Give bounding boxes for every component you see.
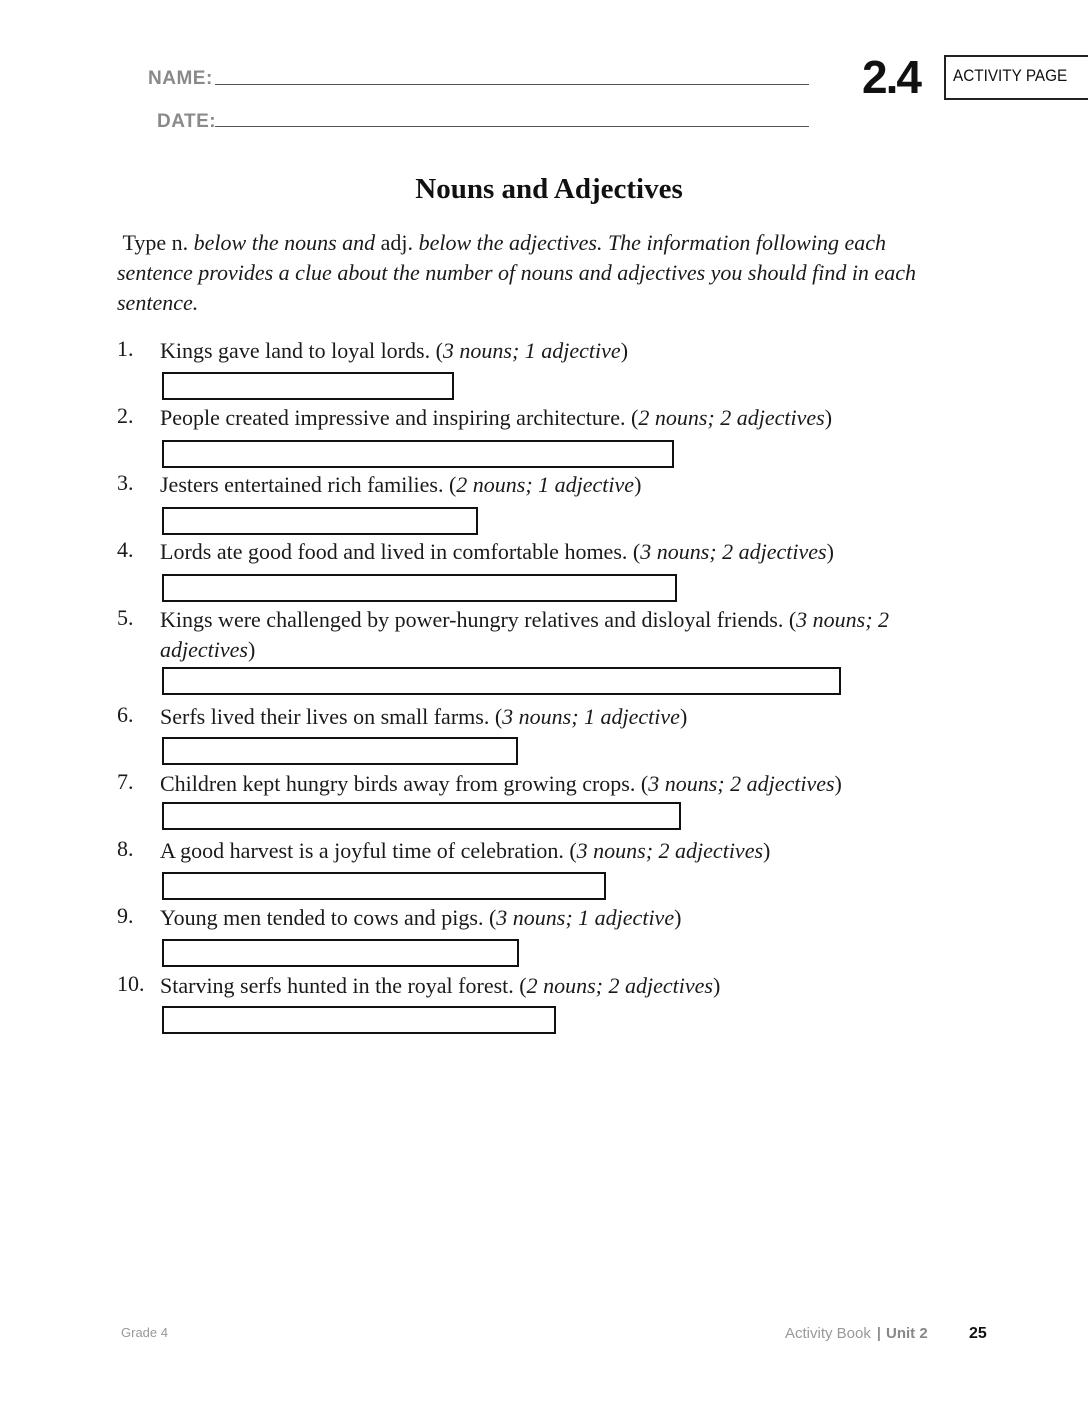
sentence-close: ) xyxy=(834,771,842,796)
answer-box[interactable] xyxy=(162,1006,556,1034)
sentence-clue: 2 nouns; 2 adjectives xyxy=(526,973,713,998)
name-label: NAME: xyxy=(148,68,213,89)
sentence-clue: 3 nouns; 2 adjectives xyxy=(576,838,764,863)
answer-box[interactable] xyxy=(162,372,454,400)
question-number: 2. xyxy=(117,403,134,428)
sentence-clue: 3 nouns; 2 adjectives xyxy=(160,607,890,662)
footer-separator: | xyxy=(877,1325,881,1342)
sentence-close: ) xyxy=(634,472,642,497)
question-number: 1. xyxy=(117,336,134,361)
page-number: 25 xyxy=(969,1325,987,1342)
question-sentence xyxy=(160,403,950,433)
sentence-close: ) xyxy=(247,637,256,662)
sentence-text: Serfs lived their lives on small farms. ( xyxy=(160,704,503,729)
sentence-text: Young men tended to cows and pigs. ( xyxy=(160,905,497,930)
instructions-part-2: below the nouns and xyxy=(193,230,381,255)
sentence-text: Lords ate good food and lived in comfortable homes. ( xyxy=(160,539,641,564)
answer-box[interactable] xyxy=(162,802,681,830)
question-sentence xyxy=(160,971,950,1001)
activity-label: ACTIVITY PAGE xyxy=(953,66,1068,85)
question-number: 9. xyxy=(117,903,134,928)
name-line[interactable] xyxy=(215,84,809,85)
question-number: 10. xyxy=(117,971,145,996)
question-sentence xyxy=(160,702,950,732)
answer-box[interactable] xyxy=(162,667,841,695)
sentence-clue: 2 nouns; 1 adjective xyxy=(456,472,635,497)
answer-box[interactable] xyxy=(162,574,677,602)
question-number: 6. xyxy=(117,702,134,727)
sentence-clue: 3 nouns; 2 adjectives xyxy=(640,539,827,564)
question-sentence xyxy=(160,903,950,933)
sentence-close: ) xyxy=(824,405,833,430)
question-sentence xyxy=(160,769,950,799)
question-number: 8. xyxy=(117,836,134,861)
instructions-part-1: Type n. xyxy=(122,230,194,255)
sentence-clue: 3 nouns; 1 adjective xyxy=(496,905,675,930)
sentence-clue: 3 nouns; 1 adjective xyxy=(502,704,680,729)
activity-number: 2.4 xyxy=(862,51,920,103)
sentence-text: Kings were challenged by power-hungry relatives and disloyal friends. ( xyxy=(160,607,797,632)
date-line[interactable] xyxy=(215,126,809,127)
question-sentence xyxy=(160,336,950,366)
page-title: Nouns and Adjectives xyxy=(415,173,683,205)
sentence-text: Jesters entertained rich families. ( xyxy=(160,472,457,497)
sentence-text: A good harvest is a joyful time of celebration. ( xyxy=(160,838,577,863)
sentence-text: Children kept hungry birds away from growing crops. ( xyxy=(160,771,649,796)
answer-box[interactable] xyxy=(162,440,674,468)
sentence-text: People created impressive and inspiring architecture. ( xyxy=(160,405,639,430)
answer-box[interactable] xyxy=(162,939,519,967)
question-number: 4. xyxy=(117,537,134,562)
sentence-close: ) xyxy=(826,539,834,564)
sentence-close: ) xyxy=(679,704,688,729)
instructions-part-3: adj. xyxy=(380,230,419,255)
question-sentence xyxy=(160,537,950,567)
question-sentence xyxy=(160,470,950,500)
sentence-close: ) xyxy=(712,973,721,998)
date-label: DATE: xyxy=(157,111,217,132)
instructions xyxy=(117,228,967,318)
question-number: 3. xyxy=(117,470,134,495)
question-sentence xyxy=(160,605,950,665)
footer-grade: Grade 4 xyxy=(121,1325,168,1340)
sentence-clue: 3 nouns; 2 adjectives xyxy=(648,771,835,796)
question-number: 5. xyxy=(117,605,134,630)
answer-box[interactable] xyxy=(162,872,606,900)
sentence-close: ) xyxy=(763,838,771,863)
footer-unit: Unit 2 xyxy=(886,1325,928,1342)
sentence-text: Kings gave land to loyal lords. ( xyxy=(160,338,443,363)
answer-box[interactable] xyxy=(162,507,478,535)
sentence-clue: 3 nouns; 1 adjective xyxy=(442,338,621,363)
sentence-text: Starving serfs hunted in the royal forest. ( xyxy=(160,973,527,998)
instructions-part-4: below the adjectives. The information following each sentence provides a clue about the number of nouns and adjectives you should find in each sentence. xyxy=(117,230,916,315)
question-sentence xyxy=(160,836,950,866)
sentence-close: ) xyxy=(620,338,629,363)
footer-book: Activity Book xyxy=(785,1325,871,1342)
sentence-close: ) xyxy=(674,905,682,930)
sentence-clue: 2 nouns; 2 adjectives xyxy=(638,405,825,430)
answer-box[interactable] xyxy=(162,737,518,765)
question-number: 7. xyxy=(117,769,134,794)
